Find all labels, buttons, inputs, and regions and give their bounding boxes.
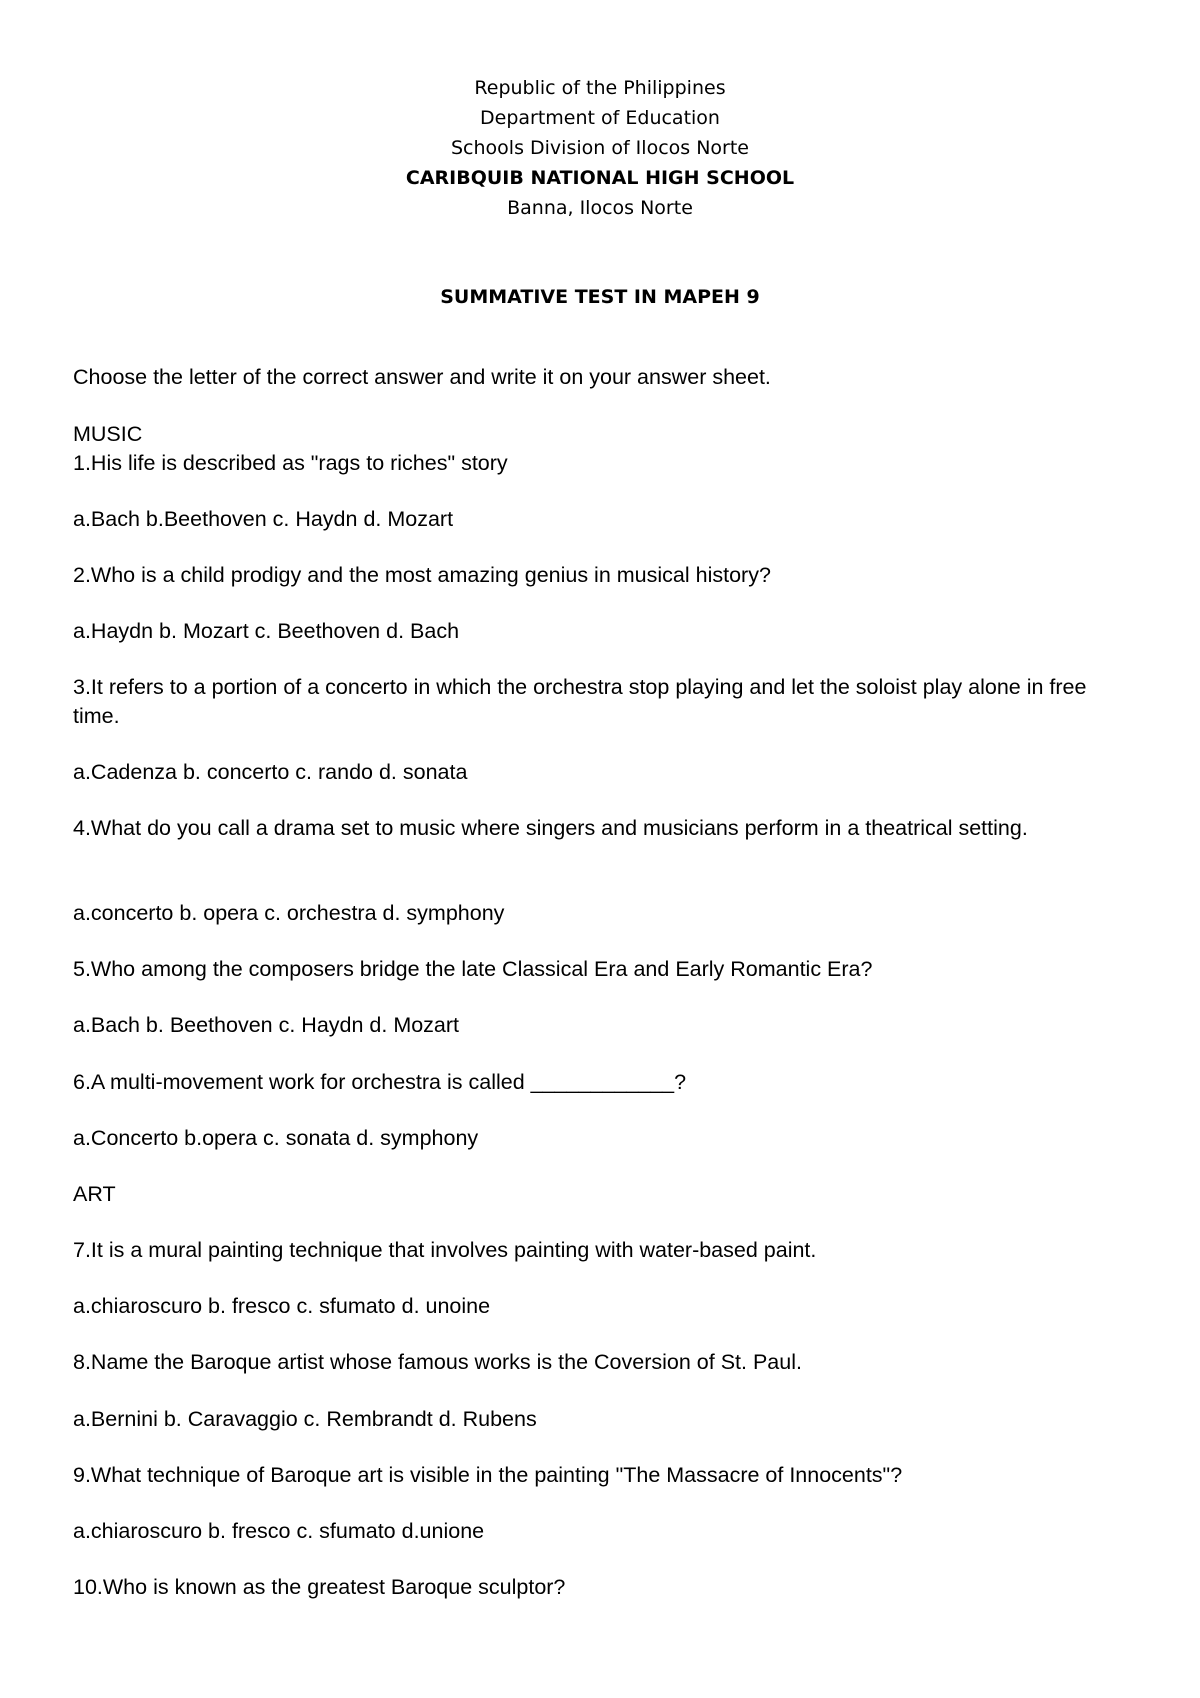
section-heading-music: MUSIC — [73, 422, 143, 446]
question-6: 6.A multi-movement work for orchestra is called ____________? — [73, 1070, 687, 1094]
header-republic: Republic of the Philippines — [474, 77, 726, 99]
question-8: 8.Name the Baroque artist whose famous works is the Coversion of St. Paul. — [73, 1350, 802, 1374]
choices-7: a.chiaroscuro b. fresco c. sfumato d. unoine — [73, 1294, 491, 1318]
question-4: 4.What do you call a drama set to music where singers and musicians perform in a theatrical setting. — [73, 816, 1028, 840]
header-school-name: CARIBQUIB NATIONAL HIGH SCHOOL — [405, 167, 795, 189]
question-2: 2.Who is a child prodigy and the most amazing genius in musical history? — [73, 563, 771, 587]
header-department: Department of Education — [480, 107, 720, 129]
header-division: Schools Division of Ilocos Norte — [451, 137, 749, 159]
question-10: 10.Who is known as the greatest Baroque sculptor? — [73, 1575, 566, 1599]
instructions: Choose the letter of the correct answer and write it on your answer sheet. — [73, 365, 771, 389]
question-1: 1.His life is described as "rags to riches" story — [73, 451, 508, 475]
document-header — [0, 73, 1200, 223]
question-5: 5.Who among the composers bridge the late Classical Era and Early Romantic Era? — [73, 957, 873, 981]
test-title: SUMMATIVE TEST IN MAPEH 9 — [440, 286, 760, 308]
question-7: 7.It is a mural painting technique that involves painting with water-based paint. — [73, 1238, 817, 1262]
choices-4: a.concerto b. opera c. orchestra d. symphony — [73, 901, 505, 925]
choices-8: a.Bernini b. Caravaggio c. Rembrandt d. Rubens — [73, 1407, 537, 1431]
question-3: 3.It refers to a portion of a concerto in which the orchestra stop playing and let the soloist play alone in free time. — [73, 675, 1087, 728]
choices-5: a.Bach b. Beethoven c. Haydn d. Mozart — [73, 1013, 460, 1037]
choices-2: a.Haydn b. Mozart c. Beethoven d. Bach — [73, 619, 460, 643]
choices-3: a.Cadenza b. concerto c. rando d. sonata — [73, 760, 468, 784]
choices-6: a.Concerto b.opera c. sonata d. symphony — [73, 1126, 479, 1150]
choices-1: a.Bach b.Beethoven c. Haydn d. Mozart — [73, 507, 454, 531]
question-9: 9.What technique of Baroque art is visible in the painting "The Massacre of Innocents"? — [73, 1463, 903, 1487]
section-heading-art: ART — [73, 1182, 116, 1206]
choices-9: a.chiaroscuro b. fresco c. sfumato d.unione — [73, 1519, 485, 1543]
header-address: Banna, Ilocos Norte — [507, 197, 693, 219]
